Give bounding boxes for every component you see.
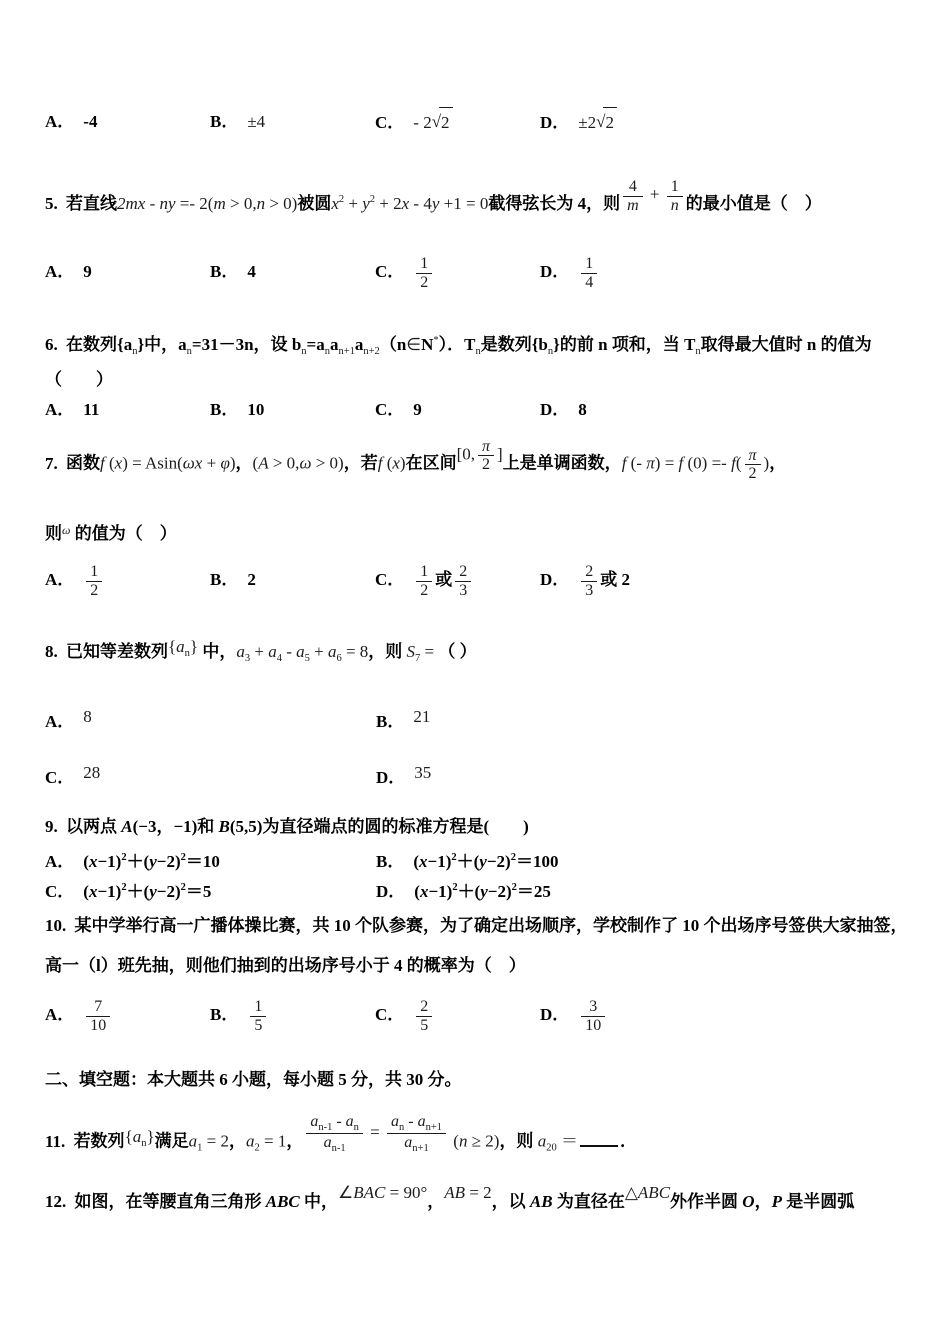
q7-option-a xyxy=(45,558,105,602)
q7-option-d-label: D． xyxy=(540,570,570,589)
q9-option-a xyxy=(45,843,220,877)
q10-option-c-label: C． xyxy=(375,1005,405,1024)
q6-option-d-label: D． xyxy=(540,400,570,419)
q4-option-c-value: - 2√2 xyxy=(413,113,452,132)
q7-option-b-value: 2 xyxy=(247,570,256,589)
q7-option-a-value: $\frac{1}{2}$ xyxy=(83,570,105,589)
q4-option-b xyxy=(210,107,265,137)
q7-option-d xyxy=(540,558,630,602)
q5-option-d-label: D． xyxy=(540,262,570,281)
question-12-text: 12. 如图，在等腰直角三角形 ABC 中，∠BAC = 90°，AB = 2，以 AB 为直径在△ABC外作半圆 O，P 是半圆弧 xyxy=(45,1183,855,1211)
q5-options-row xyxy=(45,250,925,294)
q5-option-d-value: $\frac{1}{4}$ xyxy=(578,262,600,281)
q7-option-c-value: $\frac{1}{2}$ 或 $\frac{2}{3}$ xyxy=(413,570,474,589)
q6-option-b xyxy=(210,395,264,425)
section-2-header: 二、填空题：本大题共 6 小题，每小题 5 分，共 30 分。 xyxy=(45,1070,462,1089)
q6-option-a-value: 11 xyxy=(83,400,100,419)
q9-option-d xyxy=(376,873,551,907)
q8-option-c-value: 28 xyxy=(83,763,101,782)
q10-option-c xyxy=(375,993,435,1037)
q4-option-d-value: ±2√2 xyxy=(578,113,617,132)
q8-option-c xyxy=(45,763,100,793)
question-7-text-line1: 7. 函数f (x) = Asin(ωx + φ)，(A > 0,ω > 0)，若f (x)在区间[0, $\frac{\pi}{2}$ ]上是单调函数，f (- π) = f (0) =- f( $\frac{\pi}{2}$ )， xyxy=(45,438,787,483)
q10-option-d-value: $\frac{3}{10}$ xyxy=(578,1005,608,1024)
question-10-text-line2: 高一（l）班先抽，则他们抽到的出场序号小于 4 的概率为（ ） xyxy=(45,956,526,975)
q8-option-c-label: C． xyxy=(45,768,75,787)
q6-options-row xyxy=(45,395,925,425)
q10-option-d xyxy=(540,993,608,1037)
question-6-text-line1: 6. 在数列$\{a_n\}$中，$a_n=31-3n$，设 $b_n=a_na_{n+1}a_{n+2}(n\in N^*)$．$T_n$是数列$\{b_n\}$的前 n 项和，当 $T_n$取得最大值时 n 的值为 xyxy=(45,335,872,357)
q7-options-row xyxy=(45,558,925,602)
q7-option-b-label: B． xyxy=(210,570,239,589)
q4-option-b-label: B． xyxy=(210,112,239,131)
q9-option-b-value: $(x-1)^2+(y-2)^2=100$ xyxy=(413,852,559,871)
q9-option-a-label: A． xyxy=(45,852,75,871)
q6-option-b-value: 10 xyxy=(247,400,265,419)
q4-option-d-label: D． xyxy=(540,113,570,132)
q4-option-a xyxy=(45,107,97,137)
q6-option-c-label: C． xyxy=(375,400,405,419)
q8-option-b-value: 21 xyxy=(413,707,431,726)
q9-options-row-cd xyxy=(45,873,925,903)
question-5-text: 5. 若直线2mx - ny =- 2(m > 0,n > 0)被圆$x^2 + y^2 + 2x - 4y +1 = 0$截得弦长为 4，则 $\frac{4}{m}$ + $\frac{1}{n}$ 的最小值是（ ） xyxy=(45,178,822,214)
q5-option-a-label: A． xyxy=(45,262,75,281)
q5-option-c xyxy=(375,250,435,294)
q7-option-c-label: C． xyxy=(375,570,405,589)
q6-option-c-value: 9 xyxy=(413,400,422,419)
question-7-text-line2: 则$^\omega$ 的值为（ ） xyxy=(45,523,177,543)
q4-option-a-value: -4 xyxy=(83,112,98,131)
q5-option-b-label: B． xyxy=(210,262,239,281)
q9-option-b-label: B． xyxy=(376,852,405,871)
q10-option-a xyxy=(45,993,113,1037)
q10-options-row xyxy=(45,993,925,1037)
q10-option-b-label: B． xyxy=(210,1005,239,1024)
q8-option-a-value: 8 xyxy=(83,707,92,726)
q9-options-row-ab xyxy=(45,843,925,873)
q8-option-d-label: D． xyxy=(376,768,406,787)
q8-option-a-label: A． xyxy=(45,712,75,731)
q5-option-c-label: C． xyxy=(375,262,405,281)
q8-options-row-cd xyxy=(45,763,925,793)
q8-options-row-ab xyxy=(45,707,925,737)
q9-option-c-label: C． xyxy=(45,882,75,901)
q10-option-a-value: $\frac{7}{10}$ xyxy=(83,1005,113,1024)
q4-option-c xyxy=(375,107,453,138)
q4-options-row xyxy=(45,107,925,137)
q8-option-b xyxy=(376,707,430,737)
q9-option-c xyxy=(45,873,211,907)
q4-option-c-label: C． xyxy=(375,113,405,132)
q6-option-a xyxy=(45,395,99,425)
q10-option-b xyxy=(210,993,269,1037)
q10-option-a-label: A． xyxy=(45,1005,75,1024)
question-6-text-line2: （ ） xyxy=(45,370,113,389)
q4-option-a-label: A． xyxy=(45,112,75,131)
q9-option-b xyxy=(376,843,558,877)
q10-option-b-value: $\frac{1}{5}$ xyxy=(247,1005,269,1024)
q8-option-b-label: B． xyxy=(376,712,405,731)
question-10-text-line1: 10. 某中学举行高一广播体操比赛，共 10 个队参赛，为了确定出场顺序，学校制作了 10 个出场序号签供大家抽签， xyxy=(45,916,908,935)
q8-option-d xyxy=(376,763,431,793)
q5-option-a-value: 9 xyxy=(83,262,92,281)
q6-option-d xyxy=(540,395,587,425)
question-9-text: 9. 以两点 A(−3，−1)和 B(5,5)为直径端点的圆的标准方程是( ) xyxy=(45,817,529,836)
q9-option-d-label: D． xyxy=(376,882,406,901)
q6-option-d-value: 8 xyxy=(578,400,587,419)
q7-option-a-label: A． xyxy=(45,570,75,589)
question-11-text: 11. 若数列$\{a_n\}$满足$a_1 = 2$，$a_2 = 1$， $\frac{a_{n-1} - a_n}{a_{n-1}}$ = $\frac{a_n - a_{n+1}}{a_{n+1}}$ (n ≥ 2)，则 $a_{20}$ ＝ ． xyxy=(45,1113,637,1155)
q4-option-b-value: ±4 xyxy=(247,112,266,131)
q9-option-d-value: $(x-1)^2+(y-2)^2=25$ xyxy=(414,882,551,901)
q7-option-c xyxy=(375,558,474,602)
q9-option-c-value: $(x-1)^2+(y-2)^2=5$ xyxy=(83,882,212,901)
q6-option-c xyxy=(375,395,422,425)
q7-option-b xyxy=(210,558,256,602)
q5-option-c-value: $\frac{1}{2}$ xyxy=(413,262,435,281)
q8-option-a xyxy=(45,707,92,737)
q5-option-a xyxy=(45,250,92,294)
q10-option-d-label: D． xyxy=(540,1005,570,1024)
q5-option-b xyxy=(210,250,256,294)
q7-option-d-value: $\frac{2}{3}$ 或 2 xyxy=(578,570,630,589)
q5-option-b-value: 4 xyxy=(247,262,256,281)
q4-option-d xyxy=(540,107,617,138)
q5-option-d xyxy=(540,250,600,294)
question-8-text: 8. 已知等差数列$\{a_n\}$ 中，$a_3 + a_4 - a_5 + a_6 = 8$，则 $S_7$ = （ ） xyxy=(45,637,477,664)
q10-option-c-value: $\frac{2}{5}$ xyxy=(413,1005,435,1024)
q6-option-b-label: B． xyxy=(210,400,239,419)
q9-option-a-value: $(x-1)^2+(y-2)^2=10$ xyxy=(83,852,220,871)
q6-option-a-label: A． xyxy=(45,400,75,419)
q8-option-d-value: 35 xyxy=(414,763,432,782)
